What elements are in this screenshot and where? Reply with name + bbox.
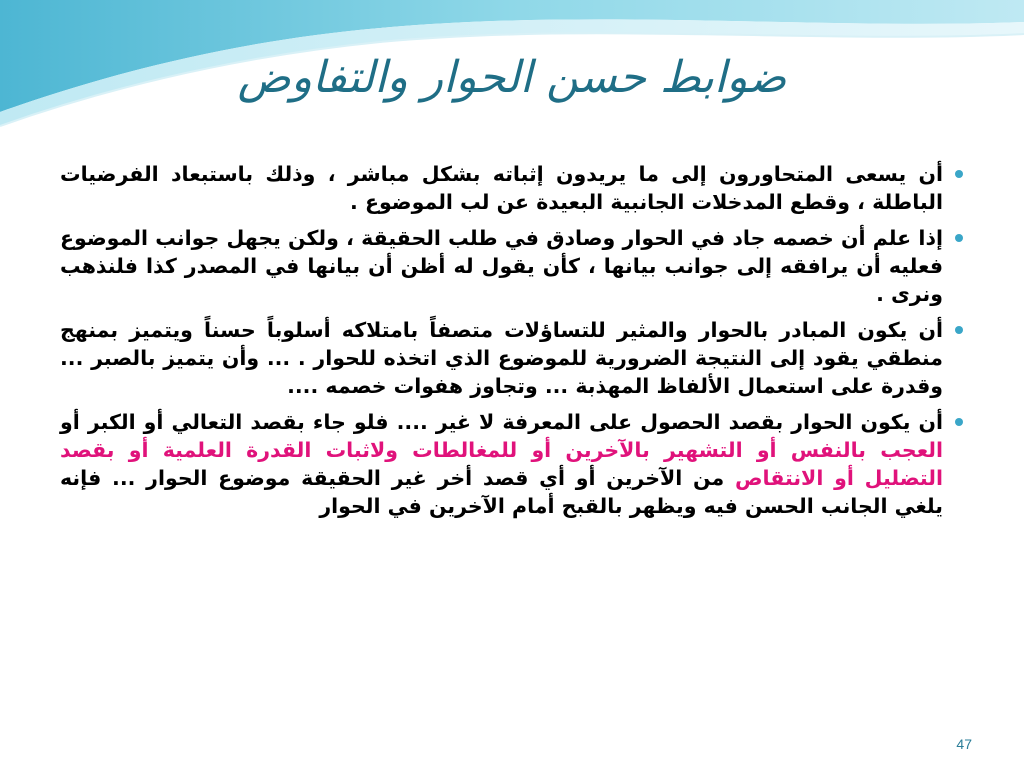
bullet-text-part: أن يكون الحوار بقصد الحصول على المعرفة لا غير .... فلو جاء بقصد التعالي أو الكبر أو <box>60 410 943 434</box>
slide-content <box>60 160 965 528</box>
bullet-dot-icon <box>955 326 963 334</box>
bullet-text: أن يسعى المتحاورون إلى ما يريدون إثباته بشكل مباشر ، وذلك باستبعاد الفرضيات الباطلة ، وقطع المدخلات الجانبية البعيدة عن لب الموضوع . <box>60 162 943 214</box>
slide-title: ضوابط حسن الحوار والتفاوض <box>237 52 787 103</box>
bullet-dot-icon <box>955 418 963 426</box>
bullet-item <box>60 224 965 308</box>
bullet-dot-icon <box>955 170 963 178</box>
highlighted-text: العجب بالنفس أو التشهير بالآخرين أو للمغالطات ولاثبات القدرة العلمية أو بقصد التضليل أو الانتقاص <box>60 438 943 490</box>
bullet-text: إذا علم أن خصمه جاد في الحوار وصادق في طلب الحقيقة ، ولكن يجهل جوانب الموضوع فعليه أن يرافقه إلى جوانب بيانها ، كأن يقول له أظن أن بيانها في المصدر كذا فلنذهب ونرى . <box>60 226 943 306</box>
bullet-item <box>60 316 965 400</box>
bullet-text-part: من الآخرين أو أي قصد أخر غير الحقيقة موضوع الحوار ... فإنه يلغي الجانب الحسن فيه ويظهر بالقبح أمام الآخرين في الحوار <box>60 466 943 518</box>
bullet-item <box>60 408 965 520</box>
bullet-item <box>60 160 965 216</box>
slide-number: 47 <box>956 736 972 752</box>
bullet-text: أن يكون المبادر بالحوار والمثير للتساؤلات متصفاً بامتلاكه أسلوباً حسناً ويتميز بمنهج منطقي يقود إلى النتيجة الضرورية للموضوع الذي اتخذه للحوار . ... وأن يتميز بالصبر ... وقدرة على استعمال الألفاظ المهذبة ... وتجاوز هفوات خصمه .... <box>60 318 943 398</box>
bullet-dot-icon <box>955 234 963 242</box>
bullet-list <box>60 160 965 520</box>
